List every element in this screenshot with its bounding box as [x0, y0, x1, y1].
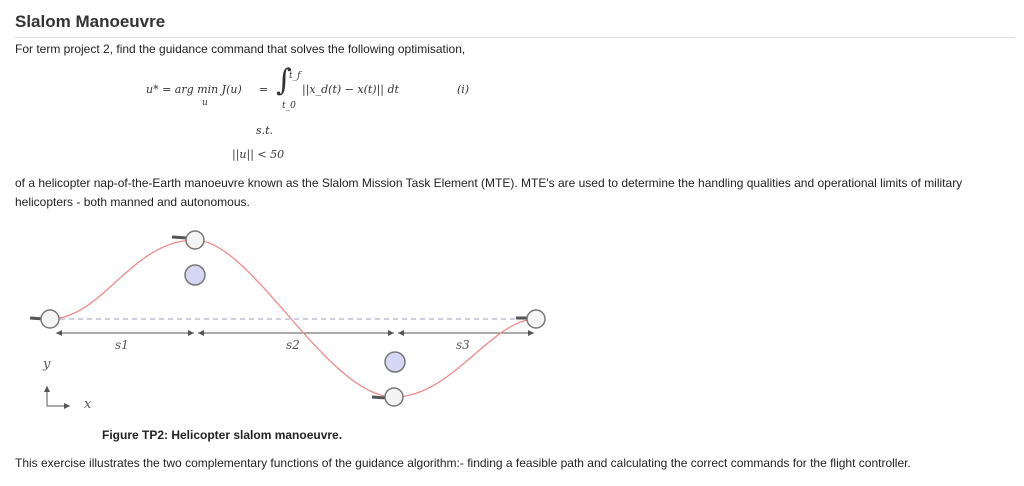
closing-text: This exercise illustrates the two complementary functions of the guidance algorithm:- finding a feasible path and calculating the correct commands for the flight controller.: [15, 456, 911, 470]
equation-constraint: ||u|| < 50: [232, 148, 285, 161]
integral-sign: ∫: [276, 63, 292, 98]
segment-s2-label: s2: [286, 338, 300, 352]
figure-caption: Figure TP2: Helicopter slalom manoeuvre.: [102, 428, 343, 442]
equation-equals: =: [259, 83, 269, 96]
y-axis-label: y: [43, 357, 51, 372]
x-axis-label: x: [84, 397, 92, 412]
integral-upper-limit: t_f: [289, 71, 301, 81]
slalom-marker-2: [385, 352, 405, 372]
helicopter-end-circle: [527, 310, 545, 328]
helicopter-rotor-2: [172, 237, 187, 238]
subject-to-label: s.t.: [256, 124, 274, 137]
equation-tag: (i): [457, 83, 470, 96]
title-divider: [15, 37, 1015, 38]
integral-lower-limit: t_0: [282, 101, 296, 111]
helicopter-bottom-circle: [385, 388, 403, 406]
equation-integrand: ||x_d(t) − x(t)|| dt: [302, 83, 399, 96]
intro-text: For term project 2, find the guidance command that solves the following optimisation,: [15, 42, 466, 56]
slalom-marker-1: [185, 265, 205, 285]
slalom-flight-path: [50, 240, 536, 397]
slalom-figure: [22, 222, 562, 422]
equation-lhs: u* = arg min J(u): [146, 83, 242, 96]
segment-s3-label: s3: [456, 338, 470, 352]
equation-min-subscript: u: [202, 98, 208, 108]
segment-s1-label: s1: [115, 338, 129, 352]
helicopter-top-circle: [186, 231, 204, 249]
section-title: Slalom Manoeuvre: [15, 12, 166, 31]
helicopter-rotor-3: [372, 397, 386, 398]
helicopter-start-circle: [41, 310, 59, 328]
description-text: of a helicopter nap-of-the-Earth manoeuvre known as the Slalom Mission Task Element (MTE). MTE's are used to determine the handling qualities and operational limits of military helicopters - both manned and autonomous.: [15, 176, 963, 209]
